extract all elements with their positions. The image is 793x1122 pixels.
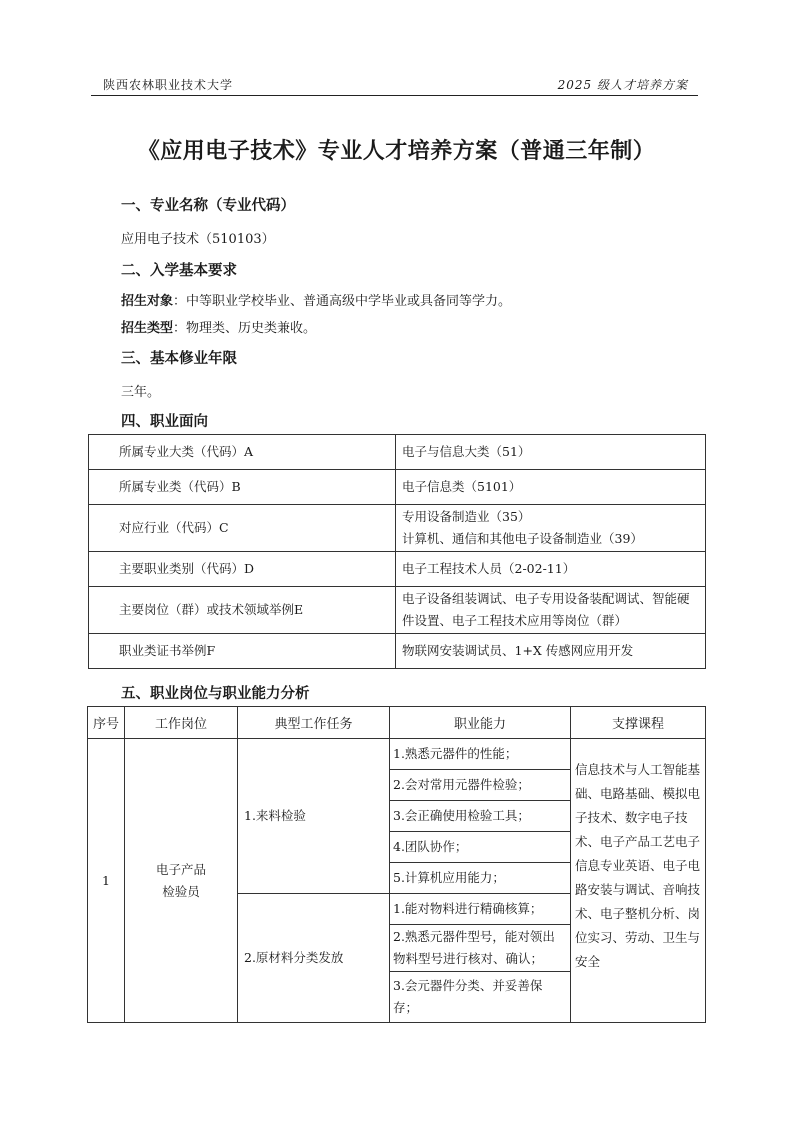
typical-task: 1.来料检验 bbox=[238, 739, 390, 894]
ability-item: 1.熟悉元器件的性能； bbox=[390, 739, 571, 770]
job-position bbox=[125, 739, 238, 1023]
col-header-no: 序号 bbox=[88, 707, 125, 739]
page-header bbox=[91, 74, 698, 96]
table-row bbox=[89, 634, 706, 669]
row-value bbox=[396, 505, 706, 552]
row-value: 电子信息类（5101） bbox=[396, 470, 706, 505]
row-value-line1: 专用设备制造业（35） bbox=[402, 509, 531, 524]
career-orientation-table bbox=[88, 434, 706, 669]
supporting-courses: 信息技术与人工智能基础、电路基础、模拟电子技术、数字电子技术、电子产品工艺电子信息专业英语、电子电路安装与调试、音响技术、电子整机分析、岗位实习、劳动、卫生与安全 bbox=[571, 739, 706, 1023]
col-header-task: 典型工作任务 bbox=[238, 707, 390, 739]
row-value: 电子与信息大类（51） bbox=[396, 435, 706, 470]
ability-item: 5.计算机应用能力； bbox=[390, 863, 571, 894]
table-header-row bbox=[88, 707, 706, 739]
study-duration: 三年。 bbox=[121, 385, 161, 400]
row-key: 主要岗位（群）或技术领域举例E bbox=[89, 587, 396, 634]
section-heading-5: 五、职业岗位与职业能力分析 bbox=[121, 686, 310, 702]
row-no: 1 bbox=[88, 739, 125, 1023]
section-heading-4: 四、职业面向 bbox=[121, 414, 208, 430]
ability-item: 2.会对常用元器件检验； bbox=[390, 770, 571, 801]
enrollment-target-text: ：中等职业学校毕业、普通高级中学毕业或具备同等学力。 bbox=[173, 294, 512, 309]
row-key: 对应行业（代码）C bbox=[89, 505, 396, 552]
institution-name: 陕西农林职业技术大学 bbox=[103, 78, 234, 92]
section-heading-3: 三、基本修业年限 bbox=[121, 351, 237, 367]
ability-item: 3.会元器件分类、并妥善保存； bbox=[390, 972, 571, 1023]
table-row bbox=[89, 470, 706, 505]
row-value: 物联网安装调试员、1+X 传感网应用开发 bbox=[396, 634, 706, 669]
row-value: 电子设备组装调试、电子专用设备装配调试、智能硬件设置、电子工程技术应用等岗位（群） bbox=[396, 587, 706, 634]
row-key: 所属专业类（代码）B bbox=[89, 470, 396, 505]
table-row bbox=[89, 587, 706, 634]
row-key: 所属专业大类（代码）A bbox=[89, 435, 396, 470]
row-value-line2: 计算机、通信和其他电子设备制造业（39） bbox=[402, 531, 643, 546]
enrollment-target-label: 招生对象 bbox=[121, 294, 174, 309]
section-heading-2: 二、入学基本要求 bbox=[121, 263, 237, 279]
page-title: 《应用电子技术》专业人才培养方案（普通三年制） bbox=[137, 139, 656, 164]
row-key: 主要职业类别（代码）D bbox=[89, 552, 396, 587]
enrollment-target bbox=[121, 290, 511, 309]
enrollment-type bbox=[121, 317, 316, 336]
table-row bbox=[89, 435, 706, 470]
enrollment-type-label: 招生类型 bbox=[121, 321, 174, 336]
doc-label: 2025 级人才培养方案 bbox=[557, 78, 688, 92]
ability-item: 3.会正确使用检验工具； bbox=[390, 801, 571, 832]
ability-item: 2.熟悉元器件型号，能对领出物料型号进行核对、确认； bbox=[390, 925, 571, 972]
row-key: 职业类证书举例F bbox=[89, 634, 396, 669]
typical-task: 2.原材料分类发放 bbox=[238, 894, 390, 1023]
job-position-line1: 电子产品 bbox=[155, 861, 206, 877]
table-row bbox=[89, 505, 706, 552]
ability-item: 4.团队协作； bbox=[390, 832, 571, 863]
col-header-courses: 支撑课程 bbox=[571, 707, 706, 739]
enrollment-type-text: ：物理类、历史类兼收。 bbox=[173, 321, 317, 336]
major-name-code: 应用电子技术（510103） bbox=[121, 232, 275, 247]
table-row bbox=[88, 739, 706, 770]
ability-item: 1.能对物料进行精确核算； bbox=[390, 894, 571, 925]
row-value: 电子工程技术人员（2-02-11） bbox=[396, 552, 706, 587]
col-header-ability: 职业能力 bbox=[390, 707, 571, 739]
section-heading-1: 一、专业名称（专业代码） bbox=[121, 198, 295, 214]
table-row bbox=[89, 552, 706, 587]
col-header-position: 工作岗位 bbox=[125, 707, 238, 739]
job-position-line2: 检验员 bbox=[162, 883, 200, 899]
job-ability-table bbox=[87, 706, 706, 1023]
